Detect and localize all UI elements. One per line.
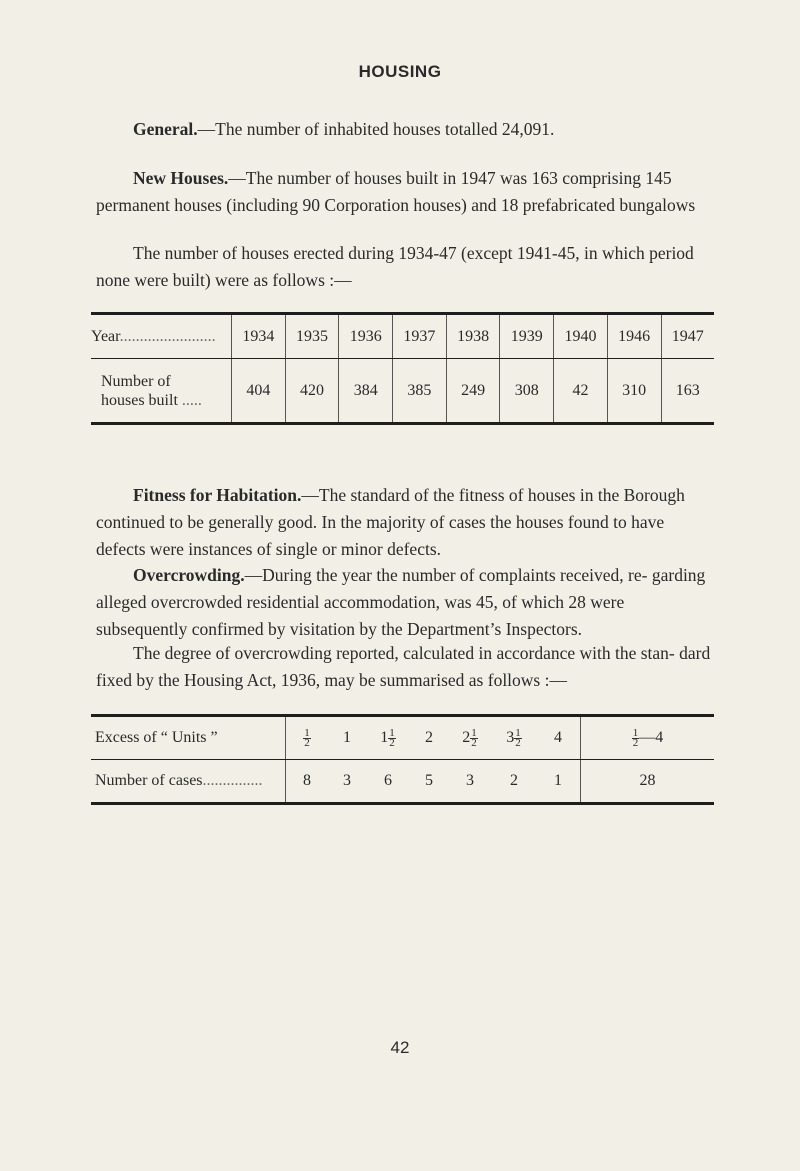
year-cell: 1938 <box>446 314 500 359</box>
built-cell: 249 <box>446 359 500 424</box>
unit-cell <box>410 716 448 760</box>
cases-label: Number of cases <box>95 772 203 789</box>
built-label-cell <box>91 359 232 424</box>
general-paragraph <box>96 116 711 143</box>
cases-dots: ............... <box>202 772 263 789</box>
built-cell: 308 <box>500 359 554 424</box>
year-label-cell <box>91 314 232 359</box>
table-row-years <box>91 314 714 359</box>
new-houses-heading: New Houses. <box>133 168 229 188</box>
year-cell: 1934 <box>232 314 286 359</box>
unit-fraction <box>388 726 396 749</box>
unit-total-suffix: —4 <box>639 728 664 746</box>
unit-num: 1 <box>471 726 477 739</box>
built-cell: 404 <box>232 359 286 424</box>
units-label: Excess of “ Units ” <box>91 716 286 760</box>
year-dots: ........................ <box>119 327 216 345</box>
built-cell: 42 <box>554 359 608 424</box>
cases-cell: 6 <box>384 772 392 789</box>
unit-whole: 1 <box>343 729 351 746</box>
unit-num: 1 <box>515 726 521 739</box>
year-cell: 1947 <box>661 314 714 359</box>
unit-total-num: 1 <box>632 726 639 739</box>
cases-label-cell <box>91 760 286 804</box>
year-label: Year <box>91 327 120 345</box>
unit-fraction <box>514 726 522 749</box>
new-houses-text: —The number of houses built in 1947 was 163 comprising 145 permanent houses (including 90 Corporation houses) and 18 prefabricated bungalows <box>96 168 696 215</box>
unit-whole: 4 <box>554 729 562 746</box>
year-cell: 1936 <box>339 314 393 359</box>
fitness-paragraph <box>96 482 711 563</box>
unit-cell <box>492 716 536 760</box>
unit-den: 2 <box>389 736 395 749</box>
overcrowding-text: —During the year the number of complaints received, re- garding alleged overcrowded residential accommodation, was 45, of which 28 were subsequently confirmed by visitation by the Department’s Inspectors. <box>96 565 706 639</box>
unit-den: 2 <box>471 736 477 749</box>
built-cell: 163 <box>661 359 714 424</box>
table-row-built <box>91 359 714 424</box>
unit-den: 2 <box>515 736 521 749</box>
new-houses-paragraph <box>96 165 711 219</box>
unit-whole: 2 <box>462 728 471 746</box>
erected-intro-paragraph: The number of houses erected during 1934-47 (except 1941-45, in which period none were built) were as follows :— <box>96 243 694 290</box>
year-cell: 1939 <box>500 314 554 359</box>
unit-num: 1 <box>304 726 310 739</box>
unit-whole: 2 <box>425 729 433 746</box>
table-row-units <box>91 716 714 760</box>
built-label-line2: houses built <box>101 391 178 409</box>
general-text: —The number of inhabited houses totalled 24,091. <box>197 119 555 139</box>
overcrowding-heading: Overcrowding. <box>133 565 245 585</box>
cases-cell: 3 <box>466 772 474 789</box>
built-cell: 310 <box>607 359 661 424</box>
page-number: 42 <box>390 1038 410 1057</box>
cases-cell: 8 <box>286 760 329 804</box>
unit-whole: 1 <box>380 728 389 746</box>
degree-intro-paragraph: The degree of overcrowding reported, calculated in accordance with the stan- dard fixed by the Housing Act, 1936, may be summarised as follows :— <box>96 643 711 690</box>
unit-cell <box>366 716 410 760</box>
year-cell: 1937 <box>393 314 447 359</box>
year-cell: 1940 <box>554 314 608 359</box>
built-label-line1: Number of <box>101 372 171 390</box>
overcrowding-table <box>91 714 714 805</box>
unit-cell <box>328 716 366 760</box>
built-cell: 384 <box>339 359 393 424</box>
unit-den: 2 <box>304 736 310 749</box>
year-cell: 1935 <box>285 314 339 359</box>
year-cell: 1946 <box>607 314 661 359</box>
unit-cell <box>286 716 329 760</box>
fitness-text: —The standard of the fitness of houses in the Borough continued to be generally good. In the majority of cases the houses found to have defects were instances of single or minor defects. <box>96 485 685 559</box>
cases-total-cell: 28 <box>581 760 715 804</box>
unit-fraction <box>470 726 478 749</box>
table-row-cases <box>91 760 714 804</box>
unit-total-cell <box>581 716 715 760</box>
cases-cell: 1 <box>554 772 562 789</box>
houses-built-table <box>91 312 714 425</box>
unit-num: 1 <box>389 726 395 739</box>
unit-fraction <box>303 726 311 749</box>
general-heading: General. <box>133 119 198 139</box>
page-title: HOUSING <box>358 62 442 81</box>
built-cell: 385 <box>393 359 447 424</box>
cases-cell: 5 <box>425 772 433 789</box>
cases-cell: 2 <box>510 772 518 789</box>
cases-cell: 3 <box>343 772 351 789</box>
unit-whole: 3 <box>506 728 515 746</box>
overcrowding-paragraph <box>96 562 711 643</box>
unit-total-den: 2 <box>632 736 639 749</box>
built-dots: ..... <box>181 391 202 409</box>
built-cell: 420 <box>285 359 339 424</box>
unit-cell <box>448 716 492 760</box>
unit-cell <box>536 716 581 760</box>
fitness-heading: Fitness for Habitation. <box>133 485 302 505</box>
